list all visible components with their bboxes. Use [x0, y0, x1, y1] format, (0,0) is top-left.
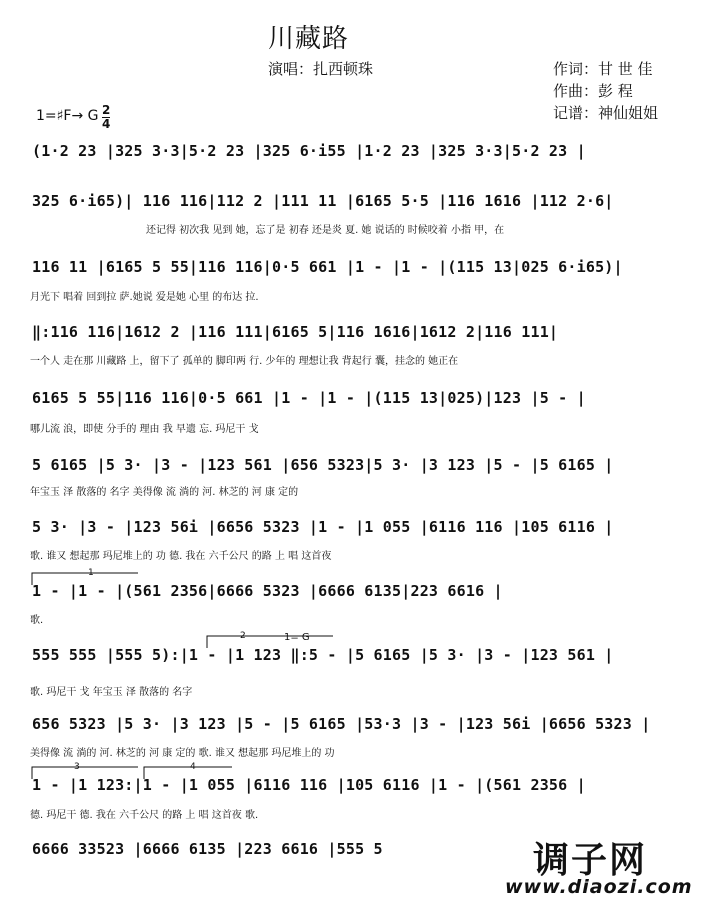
volta-number-2: 2 [240, 631, 246, 641]
lyrics-row-9: 歌. 玛尼干 戈 年宝玉 泽 散落的 名字 [30, 687, 193, 698]
lyrics-row-6: 年宝玉 泽 散落的 名字 美得像 流 淌的 河. 林芝的 河 康 定的 [30, 487, 299, 498]
lyrics-row-4: 一个人 走在那 川藏路 上，留下了 孤单的 脚印两 行. 少年的 理想让我 背起行 囊，挂念的 她正在 [30, 356, 459, 367]
singer-credit: 演唱：扎西顿珠 [268, 60, 374, 78]
key-change: 1= G [284, 632, 310, 643]
notation-row-8: 1 - |1 - |(561 2356|6666 5323 |6666 6135|223 6616 | [32, 582, 503, 600]
site-url: www.diaozi.com [505, 876, 693, 898]
site-logo: 调子网 [533, 840, 648, 881]
volta-number-1: 1 [88, 568, 94, 578]
notation-row-7: 5 3· |3 - |123 56i |6656 5323 |1 - |1 055 |6116 116 |105 6116 | [32, 518, 614, 536]
lyricist-credit: 作词：甘 世 佳 [553, 60, 653, 78]
lyrics-row-5: 哪儿流 浪，即使 分手的 理由 我 早遗 忘. 玛尼干 戈 [30, 424, 259, 435]
notation-row-4: ‖:116 116|1612 2 |116 111|6165 5|116 1616|1612 2|116 111| [32, 323, 559, 341]
notation-row-5: 6165 5 55|116 116|0·5 661 |1 - |1 - |(115 13|025)|123 |5 - | [32, 389, 586, 407]
lyrics-row-11: 德. 玛尼干 德. 我在 六千公尺 的路 上 唱 这首夜 歌. [30, 810, 259, 821]
notation-row-1: (1·2 23 |325 3·3|5·2 23 |325 6·i55 |1·2 23 |325 3·3|5·2 23 | [32, 142, 586, 160]
notation-row-6: 5 6165 |5 3· |3 - |123 561 |656 5323|5 3· |3 123 |5 - |5 6165 | [32, 456, 614, 474]
lyrics-row-8: 歌. [30, 615, 44, 626]
composer-credit: 作曲：彭 程 [553, 82, 633, 100]
notation-row-3: 116 11 |6165 5 55|116 116|0·5 661 |1 - |1 - |(115 13|025 6·i65)| [32, 258, 623, 276]
notation-row-11: 1 - |1 123:|1 - |1 055 |6116 116 |105 6116 |1 - |(561 2356 | [32, 776, 586, 794]
transcriber-credit: 记谱：神仙姐姐 [553, 104, 659, 122]
notation-row-12: 6666 33523 |6666 6135 |223 6616 |555 5 [32, 840, 383, 858]
lyrics-row-2: 还记得 初次我 见到 她，忘了是 初春 还是炎 夏. 她 说话的 时候咬着 小指 甲，在 [146, 225, 505, 236]
volta-number-3: 3 [74, 762, 80, 772]
notation-row-2: 325 6·i65)| 116 116|112 2 |111 11 |6165 5·5 |116 1616 |112 2·6| [32, 192, 614, 210]
lyrics-row-10: 美得像 流 淌的 河. 林芝的 河 康 定的 歌. 谁又 想起那 玛尼堆上的 功 [30, 748, 335, 759]
lyrics-row-7: 歌. 谁又 想起那 玛尼堆上的 功 德. 我在 六千公尺 的路 上 唱 这首夜 [30, 551, 332, 562]
lyrics-row-3: 月光下 唱着 回到拉 萨.她说 爱是她 心里 的布达 拉. [30, 292, 259, 303]
page-title: 川藏路 [268, 24, 350, 54]
key-signature: 1=♯F→ G [36, 108, 99, 124]
notation-row-10: 656 5323 |5 3· |3 123 |5 - |5 6165 |53·3 |3 - |123 56i |6656 5323 | [32, 715, 651, 733]
notation-row-9: 555 555 |555 5):|1 - |1 123 ‖:5 - |5 6165 |5 3· |3 - |123 561 | [32, 646, 614, 664]
time-signature-bottom: 4 [102, 117, 111, 131]
time-signature-top: 2 [102, 103, 111, 117]
volta-number-4: 4 [190, 762, 196, 772]
